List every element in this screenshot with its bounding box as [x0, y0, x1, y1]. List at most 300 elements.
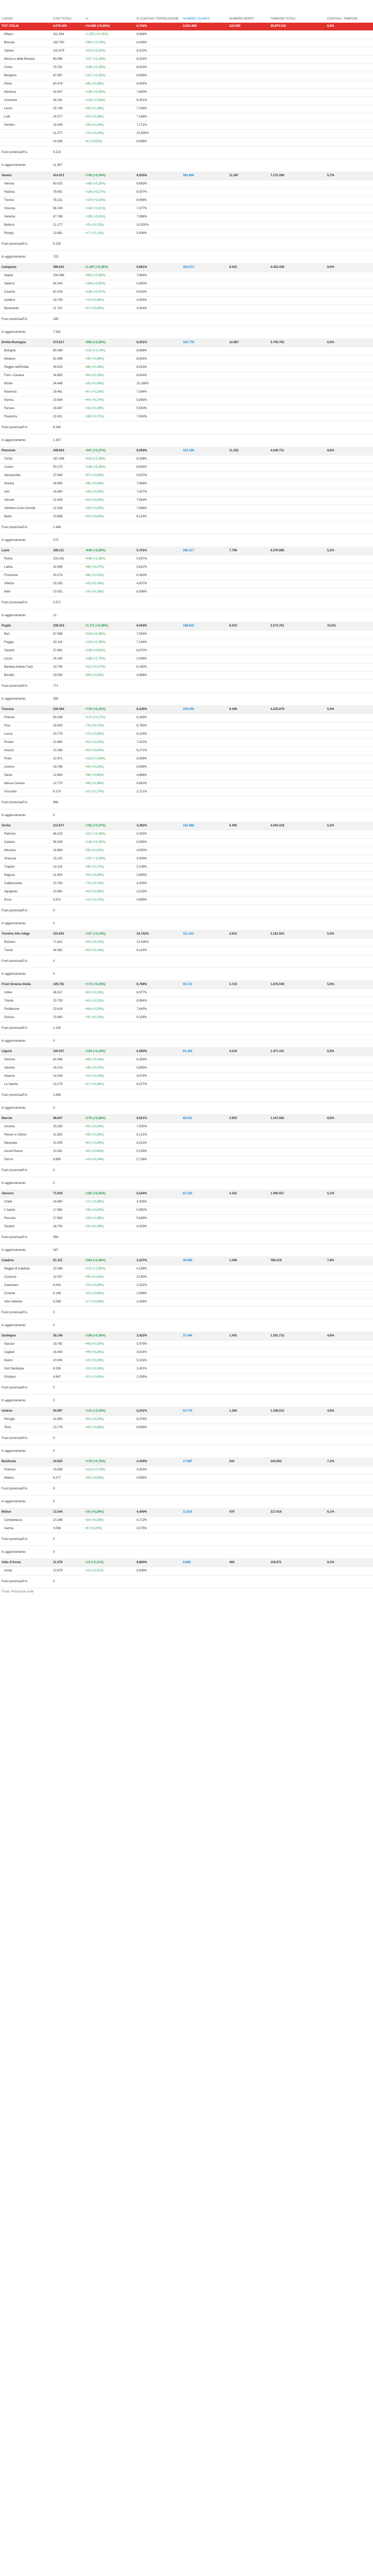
cell-tests [269, 1102, 326, 1115]
cell-deaths [228, 505, 269, 513]
cell-tests [269, 1416, 326, 1424]
cell-deaths [228, 513, 269, 521]
cell-pct [135, 1307, 181, 1319]
cell-place: Pescara [0, 1215, 52, 1223]
header-place[interactable]: LUOGO [2, 18, 13, 21]
cell-place: Trapani [0, 863, 52, 872]
cell-pct: 3,645% [135, 872, 181, 880]
cell-pct: 6,089% [135, 1424, 181, 1432]
cell-ratio [326, 631, 373, 639]
cell-tests [269, 855, 326, 863]
cell-tests: 59.870.530 [269, 23, 326, 31]
cell-deaths [228, 1198, 269, 1207]
cell-ratio [326, 693, 373, 706]
cell-pct: 3,909% [135, 855, 181, 863]
cell-place: Terni [0, 1424, 52, 1432]
table-row [0, 380, 373, 388]
cell-deaths: 6.010 [228, 622, 269, 631]
table-row [0, 280, 373, 289]
cell-delta: +95 (+0,16%) [83, 80, 135, 89]
header-delta[interactable]: +1 [85, 18, 89, 21]
cell-tests [269, 1525, 326, 1533]
cell-tests [269, 31, 326, 39]
cell-pct: 7,171% [135, 122, 181, 130]
cell-cases: 29.461 [52, 388, 83, 397]
cell-cured [181, 1282, 228, 1290]
cell-tests [269, 918, 326, 930]
cell-ratio [326, 521, 373, 534]
cell-cases: 54.997 [52, 1408, 83, 1416]
cell-place: Lecce [0, 655, 52, 664]
cell-cured [181, 222, 228, 230]
cell-delta: +172 (+0,27%) [83, 714, 135, 722]
cell-cases: 17.882 [52, 1215, 83, 1223]
cell-tests [269, 297, 326, 305]
cell-ratio [326, 64, 373, 72]
cell-tests [269, 1475, 326, 1483]
cell-pct [135, 238, 181, 251]
cell-cured [181, 159, 228, 172]
table-row [0, 305, 373, 313]
cell-deaths [228, 280, 269, 289]
cell-tests [269, 497, 326, 505]
table-row [0, 1064, 373, 1073]
cell-ratio [326, 796, 373, 809]
cell-tests [269, 831, 326, 839]
cell-delta: +510 (+0,28%) [83, 455, 135, 464]
region-row [0, 1257, 373, 1265]
cell-pct: 5,657% [135, 555, 181, 564]
cell-pct: 5,899% [135, 764, 181, 772]
cell-tests [269, 488, 326, 497]
cell-delta: +42 (+0,39%) [83, 888, 135, 896]
cell-delta: +67 (+0,24%) [83, 472, 135, 480]
cell-place: Bari [0, 631, 52, 639]
cell-cases: 18.487 [52, 405, 83, 413]
cell-deaths [228, 413, 269, 421]
cell-pct: 5,895% [135, 397, 181, 405]
cell-tests: 1.400.557 [269, 1190, 326, 1198]
cell-cured [181, 521, 228, 534]
cell-pct: 2,421% [135, 1365, 181, 1374]
cell-delta: +32 (+0,28%) [83, 872, 135, 880]
table-row [0, 896, 373, 905]
region-row [0, 1559, 373, 1567]
cell-ratio [326, 1014, 373, 1022]
cell-deaths [228, 1475, 269, 1483]
cell-ratio [326, 1424, 373, 1432]
cell-place: Teramo [0, 1223, 52, 1231]
cell-cured [181, 905, 228, 918]
cell-ratio [326, 1533, 373, 1546]
cell-cured [181, 693, 228, 706]
cell-deaths [228, 289, 269, 297]
cell-delta: +76 (+0,27%) [83, 722, 135, 731]
cell-delta: +23 (+0,23%) [83, 1357, 135, 1365]
cell-tests [269, 1466, 326, 1475]
cell-pct: 7,886% [135, 505, 181, 513]
cell-cured [181, 39, 228, 47]
cell-delta [83, 1231, 135, 1244]
cell-place: Potenza [0, 1466, 52, 1475]
cell-place: Lazio [0, 547, 52, 555]
cell-cured [181, 1341, 228, 1349]
cell-cases: 22.411 [52, 413, 83, 421]
cell-delta: +21 (+0,43%) [83, 1374, 135, 1382]
cell-ratio [326, 272, 373, 280]
cell-place: Sardegna [0, 1332, 52, 1341]
cell-tests [269, 251, 326, 264]
cell-delta [83, 159, 135, 172]
cell-ratio [326, 1575, 373, 1588]
cell-place: Reggio nell'Emilia [0, 364, 52, 372]
cell-tests [269, 839, 326, 847]
table-row [0, 534, 373, 547]
cell-cured [181, 839, 228, 847]
cell-place: Fuori provincia/P.A. [0, 905, 52, 918]
cell-ratio [326, 1102, 373, 1115]
cell-cases: 13.863 [52, 1014, 83, 1022]
cell-pct: 4,363% [135, 1466, 181, 1475]
cell-cases: 399 [52, 693, 83, 706]
cell-place: In aggiornamento [0, 251, 52, 264]
cell-place: Fuori provincia/P.A. [0, 1089, 52, 1102]
cell-delta: +284 (+0,46%) [83, 1257, 135, 1265]
cell-pct: 8,860% [135, 1559, 181, 1567]
cell-pct: 3,814% [135, 1349, 181, 1357]
cell-cured [181, 1064, 228, 1073]
cell-delta [83, 146, 135, 159]
cell-ratio [326, 1177, 373, 1190]
cell-place: Padova [0, 189, 52, 197]
cell-delta: +65 (+0,33%) [83, 1341, 135, 1349]
cell-tests [269, 631, 326, 639]
cell-place: Puglia [0, 622, 52, 631]
cell-deaths [228, 105, 269, 113]
cell-delta: +20 (+0,25%) [83, 1282, 135, 1290]
table-row [0, 159, 373, 172]
cell-cured: 9.980 [181, 1559, 228, 1567]
cell-cases: 234.292 [52, 555, 83, 564]
cell-place: TOT. ITALIA [0, 23, 52, 31]
cell-delta [83, 1382, 135, 1395]
cell-tests [269, 796, 326, 809]
cell-ratio [326, 380, 373, 388]
cell-tests [269, 64, 326, 72]
cell-cases: 10.288 [52, 1517, 83, 1525]
cell-place: Fuori provincia/P.A. [0, 313, 52, 326]
header-tests[interactable]: TAMPONI TOTALI [270, 18, 296, 21]
cell-delta: +15 (+0,13%) [83, 130, 135, 138]
cell-tests [269, 588, 326, 597]
cell-deaths [228, 888, 269, 896]
cell-delta: +71 (+0,38%) [83, 1198, 135, 1207]
cell-cases: 30.274 [52, 572, 83, 580]
cell-ratio [326, 647, 373, 655]
cell-cured [181, 1198, 228, 1207]
table-row [0, 97, 373, 105]
cell-pct: 9,699% [135, 72, 181, 80]
cell-place: Fuori provincia/P.A. [0, 1231, 52, 1244]
cell-pct: 4,304% [135, 305, 181, 313]
cell-cases: 5.098 [52, 1298, 83, 1307]
cell-pct [135, 1546, 181, 1559]
cell-deaths: 460 [228, 1559, 269, 1567]
cell-cured [181, 1207, 228, 1215]
cell-pct: 6,637% [135, 472, 181, 480]
cell-cases: 0 [52, 1445, 83, 1458]
cell-cases: 28.403 [52, 722, 83, 731]
cell-cases: 0 [52, 918, 83, 930]
cell-ratio [326, 1265, 373, 1274]
cell-place: Cosenza [0, 1274, 52, 1282]
cell-pct [135, 1089, 181, 1102]
cell-cases: 16.660 [52, 488, 83, 497]
table-row [0, 1298, 373, 1307]
cell-deaths [228, 1341, 269, 1349]
cell-pct: 6,241% [135, 1408, 181, 1416]
cell-tests [269, 809, 326, 822]
cell-pct [135, 326, 181, 339]
table-row [0, 113, 373, 122]
cell-delta: +782 (+0,37%) [83, 822, 135, 831]
cell-delta: +98 (+0,34%) [83, 480, 135, 488]
cell-deaths [228, 639, 269, 647]
cell-pct [135, 313, 181, 326]
cell-tests [269, 1445, 326, 1458]
cell-tests: 118.671 [269, 1559, 326, 1567]
cell-ratio [326, 1207, 373, 1215]
table-row [0, 1416, 373, 1424]
cell-cured [181, 146, 228, 159]
cell-place: Rimini [0, 380, 52, 388]
cell-tests [269, 521, 326, 534]
cell-cured [181, 1298, 228, 1307]
cell-ratio [326, 122, 373, 130]
cell-place [0, 138, 52, 146]
cell-delta: +17 (+0,12%) [83, 230, 135, 238]
cell-cases: 0 [52, 905, 83, 918]
cell-ratio [326, 347, 373, 355]
cell-place: Modena [0, 355, 52, 364]
cell-deaths [228, 831, 269, 839]
region-row [0, 822, 373, 831]
cell-cured [181, 47, 228, 56]
cell-cured [181, 1164, 228, 1177]
cell-place: Macerata [0, 1140, 52, 1148]
table-row [0, 47, 373, 56]
cell-delta [83, 609, 135, 622]
cell-ratio [326, 1148, 373, 1156]
cell-cured [181, 872, 228, 880]
cell-place: Reggio di Calabria [0, 1265, 52, 1274]
cell-delta: +955 (+0,26%) [83, 339, 135, 347]
cell-ratio [326, 238, 373, 251]
cell-delta: +1.171 (+0,49%) [83, 622, 135, 631]
cell-cured [181, 180, 228, 189]
cell-pct: 4,429% [135, 1458, 181, 1466]
cell-deaths [228, 872, 269, 880]
region-row [0, 1458, 373, 1466]
cell-pct [135, 680, 181, 693]
cell-cured [181, 1546, 228, 1559]
cell-tests [269, 1432, 326, 1445]
cell-pct [135, 534, 181, 547]
header-deaths[interactable]: NUMERO MORTI [229, 18, 254, 21]
table-row [0, 1274, 373, 1282]
cell-cured [181, 31, 228, 39]
cell-pct: 7,104% [135, 639, 181, 647]
cell-cured [181, 113, 228, 122]
cell-ratio [326, 505, 373, 513]
cell-tests [269, 1319, 326, 1332]
header-pct[interactable]: % CONTAGI / POPOLAZIONE [137, 18, 179, 21]
cell-delta [83, 534, 135, 547]
cell-pct [135, 918, 181, 930]
cell-pct: 6,513% [135, 1140, 181, 1148]
cell-cured [181, 1056, 228, 1064]
header-cured[interactable]: NUMERO GUARITI [183, 18, 210, 21]
cell-deaths [228, 1156, 269, 1164]
cell-delta [83, 1483, 135, 1496]
cell-cases: 46.317 [52, 989, 83, 997]
cell-cured [181, 1274, 228, 1282]
cell-delta: +223 (+0,22%) [83, 47, 135, 56]
cell-place: Forlì—Cesena [0, 372, 52, 380]
cell-tests [269, 968, 326, 981]
cell-deaths: 543 [228, 1458, 269, 1466]
cell-delta: +86 (+0,19%) [83, 364, 135, 372]
cell-deaths [228, 918, 269, 930]
cell-pct: 4,158% [135, 1265, 181, 1274]
cell-cases: 1.446 [52, 521, 83, 534]
cell-cases: 41.883 [52, 1416, 83, 1424]
cell-deaths [228, 1207, 269, 1215]
cell-cases: 31.832 [52, 1131, 83, 1140]
cell-deaths [228, 672, 269, 680]
cell-cured [181, 714, 228, 722]
cell-cured [181, 326, 228, 339]
cell-cases: 17.881 [52, 1207, 83, 1215]
cell-delta: +182 (+0,25%) [83, 1190, 135, 1198]
cell-place: Genova [0, 1056, 52, 1064]
cell-ratio [326, 472, 373, 480]
cell-delta: +113 (+0,49%) [83, 755, 135, 764]
cell-place: Fuori provincia/P.A. [0, 1307, 52, 1319]
cell-place: Fuori provincia/P.A. [0, 1164, 52, 1177]
cell-cured [181, 213, 228, 222]
cell-delta: +126 (+0,25%) [83, 464, 135, 472]
cell-tests [269, 1575, 326, 1588]
cell-deaths [228, 480, 269, 488]
cell-tests [269, 1349, 326, 1357]
cell-pct: 7,996% [135, 213, 181, 222]
cell-pct [135, 1575, 181, 1588]
cell-delta: +123 (+0,29%) [83, 639, 135, 647]
cell-cured [181, 1432, 228, 1445]
cell-pct: 4,440% [135, 1509, 181, 1517]
cell-deaths [228, 113, 269, 122]
cell-cases: 8.043 [52, 1282, 83, 1290]
cell-cases: 248 [52, 313, 83, 326]
cell-deaths [228, 1533, 269, 1546]
cell-cured [181, 1131, 228, 1140]
cell-pct: 6,672% [135, 647, 181, 655]
cell-tests [269, 1081, 326, 1089]
cell-cured: 383.866 [181, 172, 228, 180]
cell-deaths [228, 297, 269, 305]
cell-tests: 1.147.082 [269, 1115, 326, 1123]
cell-tests [269, 880, 326, 888]
cell-place: Siena [0, 772, 52, 780]
cell-place: Bergamo [0, 72, 52, 80]
cell-cases: 9.895 [52, 1156, 83, 1164]
cell-delta: +163 (+0,20%) [83, 180, 135, 189]
cell-cured [181, 364, 228, 372]
cell-cases: 866 [52, 796, 83, 809]
cell-ratio [326, 280, 373, 289]
cell-tests [269, 647, 326, 655]
cell-deaths [228, 1517, 269, 1525]
cell-ratio [326, 680, 373, 693]
cell-cured [181, 1382, 228, 1395]
cell-cured [181, 455, 228, 464]
cell-cured: 50.776 [181, 1408, 228, 1416]
cell-cured [181, 631, 228, 639]
cell-cured [181, 1215, 228, 1223]
cell-cured [181, 189, 228, 197]
cell-cured [181, 1022, 228, 1035]
cell-place: Molise [0, 1509, 52, 1517]
cell-tests [269, 1223, 326, 1231]
cell-deaths [228, 1365, 269, 1374]
cell-ratio [326, 1475, 373, 1483]
cell-tests [269, 764, 326, 772]
cell-deaths [228, 1148, 269, 1156]
cell-cured [181, 580, 228, 588]
cell-place: Catania [0, 839, 52, 847]
cell-delta: +56 (+0,23%) [83, 847, 135, 855]
cell-tests [269, 189, 326, 197]
cell-delta: +120 (+0,14%) [83, 347, 135, 355]
cell-pct: 8,557% [135, 189, 181, 197]
cell-delta: +198 (+0,36%) [83, 1332, 135, 1341]
table-row [0, 180, 373, 189]
cell-deaths [228, 588, 269, 597]
table-row [0, 497, 373, 505]
cell-delta: +23 (+0,45%) [83, 1290, 135, 1298]
header-ratio[interactable]: CONTAGI / TAMPONI [327, 18, 358, 21]
cell-tests [269, 47, 326, 56]
cell-deaths [228, 72, 269, 80]
table-row [0, 588, 373, 597]
table-row [0, 405, 373, 413]
cell-delta: +48 (+0,38%) [83, 780, 135, 788]
cell-ratio [326, 413, 373, 421]
cell-delta: +30 (+0,22%) [83, 1014, 135, 1022]
cell-deaths [228, 655, 269, 664]
cell-place: Sud Sardegna [0, 1365, 52, 1374]
table-row [0, 238, 373, 251]
table-row [0, 1102, 373, 1115]
cell-ratio: 8,6% [326, 1115, 373, 1123]
cell-ratio [326, 388, 373, 397]
cell-pct: 7,824% [135, 413, 181, 421]
cell-cases: 8.336 [52, 1365, 83, 1374]
header-cases[interactable]: CASI TOTALI [53, 18, 72, 21]
cell-cured [181, 89, 228, 97]
cell-place: Pordenone [0, 1006, 52, 1014]
